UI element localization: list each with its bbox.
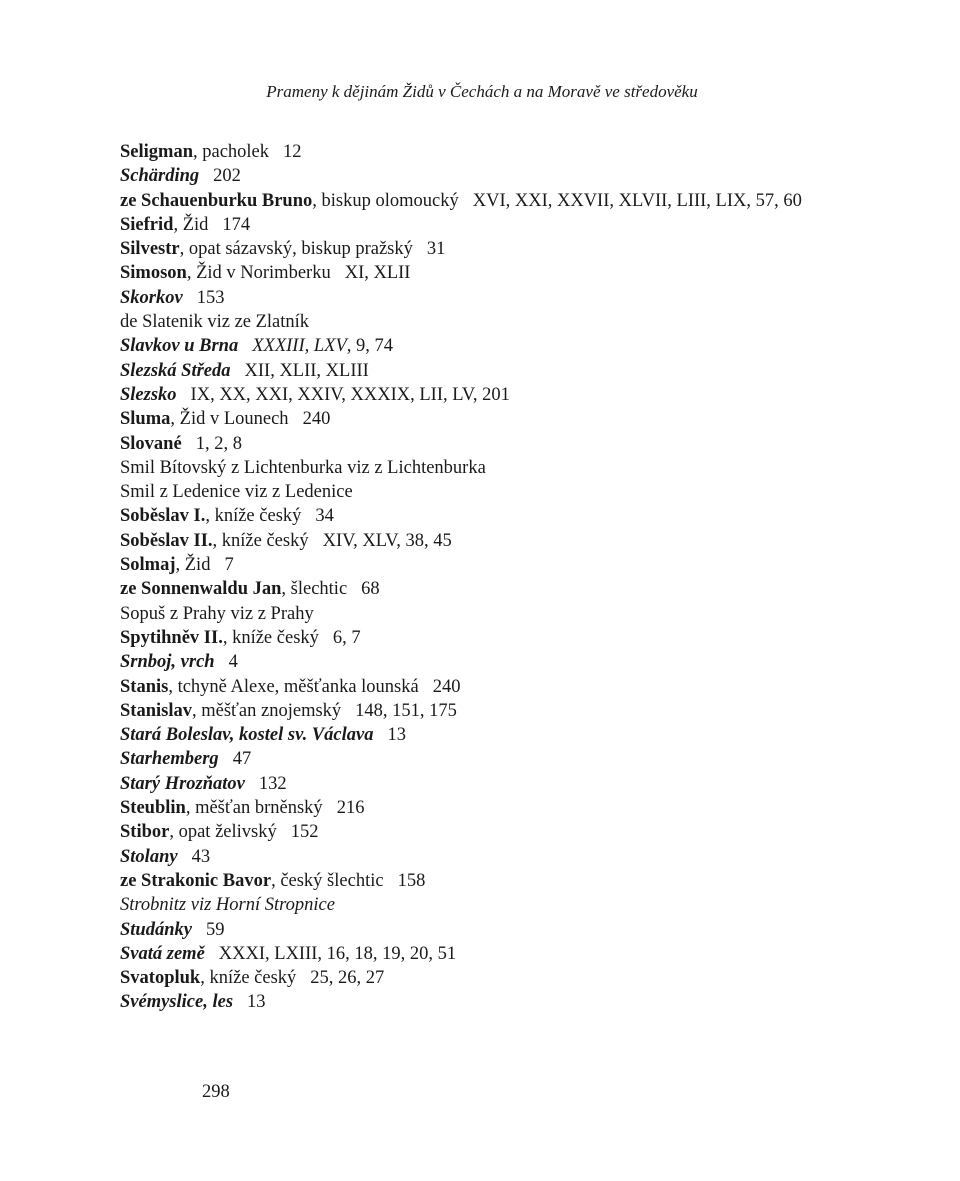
index-entry xyxy=(120,310,840,334)
entry-text: , Žid xyxy=(175,555,211,576)
index-entry xyxy=(120,480,840,504)
entry-headword: Solmaj xyxy=(120,555,176,576)
index-entry xyxy=(120,699,840,723)
entry-page-refs: 68 xyxy=(361,579,380,600)
entry-page-refs: XI, XLII xyxy=(344,263,411,284)
entry-headword: Soběslav I. xyxy=(120,506,206,527)
entry-headword: Soběslav II. xyxy=(120,530,213,551)
entry-text: Smil Bítovský z Lichtenburka viz z Lichtenburka xyxy=(120,457,486,478)
entry-text: , 9, 74 xyxy=(346,336,393,357)
index-entry xyxy=(120,261,840,285)
entry-headword: Slované xyxy=(120,433,182,454)
index-entry xyxy=(120,820,840,844)
index-entry xyxy=(120,796,840,820)
entry-text: , pacholek xyxy=(192,142,270,162)
entry-page-refs: 174 xyxy=(222,214,251,235)
entry-text: , kníže český xyxy=(222,627,319,648)
entry-page-refs: 153 xyxy=(196,287,225,308)
index-entry xyxy=(120,602,840,626)
entry-headword: Simoson xyxy=(120,263,187,284)
index-entry xyxy=(120,893,840,917)
entry-headword: Sluma xyxy=(120,409,171,430)
entry-text: , kníže český xyxy=(205,506,302,527)
entry-page-refs: XXXIII, LXV xyxy=(252,336,347,357)
entry-headword: Siefrid xyxy=(120,214,174,235)
index-entry xyxy=(120,164,840,188)
entry-page-refs: XXXI, LXIII, 16, 18, 19, 20, 51 xyxy=(218,943,457,964)
index-entry xyxy=(120,213,840,237)
entry-page-refs: 25, 26, 27 xyxy=(310,968,385,989)
entry-headword: ze Sonnenwaldu Jan xyxy=(120,579,282,600)
entry-headword: Seligman xyxy=(120,142,193,162)
entry-page-refs: 240 xyxy=(302,409,331,430)
entry-headword: Slavkov u Brna xyxy=(120,336,239,357)
index-entry xyxy=(120,772,840,796)
entry-text: , Žid xyxy=(173,214,209,235)
entry-page-refs: 7 xyxy=(224,555,234,576)
entry-page-refs: 202 xyxy=(213,166,241,187)
index-entry xyxy=(120,189,840,213)
entry-page-refs: 1, 2, 8 xyxy=(195,433,242,454)
entry-page-refs: XII, XLII, XLIII xyxy=(244,360,369,381)
index-entry xyxy=(120,432,840,456)
entry-text: , český šlechtic xyxy=(271,870,384,891)
index-entry xyxy=(120,966,840,990)
entry-text: , kníže český xyxy=(212,530,309,551)
page-number: 298 xyxy=(202,1082,230,1102)
index-entry xyxy=(120,383,840,407)
entry-page-refs: XIV, XLV, 38, 45 xyxy=(322,530,452,551)
entry-page-refs: 132 xyxy=(258,773,287,794)
entry-text: , šlechtic xyxy=(281,579,348,600)
entry-page-refs: 12 xyxy=(283,142,302,162)
entry-headword: ze Schauenburku Bruno xyxy=(120,190,313,211)
entry-text: , Žid v Lounech xyxy=(170,409,289,430)
entry-headword: Starý Hrozňatov xyxy=(120,773,245,794)
entry-text: Smil z Ledenice viz z Ledenice xyxy=(120,482,353,503)
index-entry xyxy=(120,334,840,358)
index-entry-list xyxy=(120,140,840,1015)
entry-page-refs: 59 xyxy=(205,919,225,940)
index-entry xyxy=(120,990,840,1014)
index-entry xyxy=(120,723,840,747)
index-entry xyxy=(120,456,840,480)
entry-headword: Starhemberg xyxy=(120,749,219,770)
entry-headword: Stará Boleslav, kostel sv. Václava xyxy=(120,725,374,746)
entry-page-refs: 152 xyxy=(290,822,319,843)
entry-page-refs: 13 xyxy=(387,725,406,746)
entry-headword: Studánky xyxy=(120,919,192,940)
index-entry xyxy=(120,869,840,893)
entry-page-refs: IX, XX, XXI, XXIV, XXXIX, LII, LV, 201 xyxy=(190,384,510,405)
index-entry xyxy=(120,140,840,164)
index-entry xyxy=(120,675,840,699)
running-header: Prameny k dějinám Židů v Čechách a na Moravě ve středověku xyxy=(266,82,698,101)
entry-text: , biskup olomoucký xyxy=(312,190,459,211)
index-entry xyxy=(120,942,840,966)
index-entry xyxy=(120,529,840,553)
entry-headword: Stanis xyxy=(120,676,169,697)
entry-headword: Steublin xyxy=(120,798,186,819)
entry-text: , opat želivský xyxy=(169,822,277,843)
entry-page-refs: 31 xyxy=(426,239,446,260)
entry-text: Strobnitz viz Horní Stropnice xyxy=(120,895,335,916)
entry-headword: Spytihněv II. xyxy=(120,627,223,648)
entry-headword: Svatopluk xyxy=(120,968,201,989)
entry-page-refs: XVI, XXI, XXVII, XLVII, LIII, LIX, 57, 60 xyxy=(472,190,802,211)
entry-headword: Slezsko xyxy=(120,384,177,405)
entry-headword: Skorkov xyxy=(120,287,183,308)
entry-page-refs: 216 xyxy=(336,798,365,819)
entry-page-refs: 148, 151, 175 xyxy=(355,700,457,721)
entry-page-refs: 13 xyxy=(247,992,266,1013)
index-entry xyxy=(120,845,840,869)
entry-page-refs: 6, 7 xyxy=(332,627,361,648)
entry-text: Sopuš z Prahy viz z Prahy xyxy=(120,603,314,624)
entry-page-refs: 158 xyxy=(397,870,426,891)
index-entry xyxy=(120,650,840,674)
entry-text: , Žid v Norimberku xyxy=(186,263,331,284)
entry-page-refs: 47 xyxy=(232,749,252,770)
entry-text: , opat sázavský, biskup pražský xyxy=(179,239,413,260)
index-entry xyxy=(120,626,840,650)
entry-headword: Schärding xyxy=(120,166,200,187)
entry-text: , kníže český xyxy=(200,968,297,989)
index-entry xyxy=(120,504,840,528)
entry-headword: Stolany xyxy=(120,846,178,867)
entry-headword: Srnboj, vrch xyxy=(120,652,215,673)
index-entry xyxy=(120,553,840,577)
entry-headword: Silvestr xyxy=(120,239,180,260)
entry-page-refs: 34 xyxy=(315,506,334,527)
entry-text: , tchyně Alexe, měšťanka lounská xyxy=(168,676,419,697)
index-entry xyxy=(120,237,840,261)
index-entry xyxy=(120,359,840,383)
entry-page-refs: 240 xyxy=(432,676,461,697)
entry-page-refs: 4 xyxy=(228,652,238,673)
entry-text: , měšťan brněnský xyxy=(185,798,323,819)
entry-text: de Slatenik viz ze Zlatník xyxy=(120,312,310,333)
entry-text: , měšťan znojemský xyxy=(191,700,342,721)
entry-headword: Svémyslice, les xyxy=(120,992,234,1013)
entry-headword: Svatá země xyxy=(120,943,205,964)
index-entry xyxy=(120,577,840,601)
index-entry xyxy=(120,747,840,771)
index-entry xyxy=(120,286,840,310)
entry-headword: Stanislav xyxy=(120,700,192,721)
index-entry xyxy=(120,918,840,942)
entry-headword: Stibor xyxy=(120,822,170,843)
index-entry xyxy=(120,407,840,431)
entry-page-refs: 43 xyxy=(191,846,211,867)
entry-headword: ze Strakonic Bavor xyxy=(120,870,272,891)
entry-headword: Slezská Středa xyxy=(120,360,231,381)
